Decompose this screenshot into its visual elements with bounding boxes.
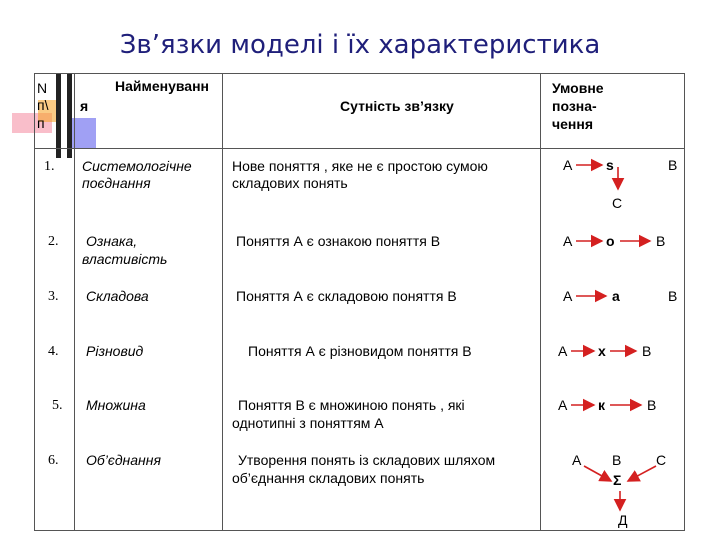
row6-essence-line2: об’єднання складових понять [232,470,425,486]
row1-essence-line1: Нове поняття , яке не є простою сумою [232,158,488,174]
header-num-line3: п [37,115,45,131]
row2-symbol-b: В [656,233,666,249]
row3-symbol-op: а [612,288,620,304]
row5-num: 5. [52,398,63,413]
row3-symbol-b: В [668,288,678,304]
row3-symbol-a: А [563,288,573,304]
header-name-line2: я [80,98,89,114]
row6-num: 6. [48,453,59,468]
row3-num: 3. [48,289,59,304]
row4-essence: Поняття А є різновидом поняття В [248,343,472,359]
row4-symbol-op: х [598,343,606,359]
row6-arrow-a-sigma [584,466,611,481]
row1-name-line1: Системологічне [82,158,192,174]
row6-symbol-a: А [572,452,582,468]
row5-essence-line1: Поняття В є множиною понять , які [238,397,465,413]
row3-name: Складова [86,288,149,304]
row2-symbol-a: А [563,233,573,249]
row1-symbol-op: s [606,157,614,173]
header-symbol-line1: Умовне [552,80,604,96]
row5-name: Множина [86,397,146,413]
row4-symbol-b: В [642,343,652,359]
row6-essence-line1: Утворення понять із складових шляхом [238,452,496,468]
row6-symbol-b: В [612,452,622,468]
header-essence: Сутність зв’язку [340,98,454,114]
row2-symbol-op: о [606,233,615,249]
row1-symbol-c: С [612,195,623,211]
row5-symbol-b: В [647,397,657,413]
row6-symbol-d: Д [618,512,628,528]
row6-arrow-c-sigma [628,466,656,481]
row2-num: 2. [48,234,59,249]
header-name-line1: Найменуванн [115,78,210,94]
row6-symbol-op: Σ [613,472,622,488]
row1-num: 1. [44,159,55,174]
row5-symbol-op: к [598,397,606,413]
row4-name: Різновид [86,343,144,359]
row2-name-line1: Ознака, [86,233,138,249]
header-num-line2: п\ [37,97,49,113]
row2-name-line2: властивість [82,251,168,267]
row5-symbol-a: А [558,397,568,413]
header-num-line1: N [37,80,48,96]
row1-essence-line2: складових понять [232,175,348,191]
row3-essence: Поняття А є складовою поняття В [236,288,457,304]
row4-num: 4. [48,344,59,359]
row4-symbol-a: А [558,343,568,359]
row5-essence-line2: однотипні з поняттям А [232,415,384,431]
row1-symbol-a: А [563,157,573,173]
row1-symbol-b: В [668,157,678,173]
row6-name: Об’єднання [86,452,161,468]
row1-name-line2: поєднання [82,175,151,191]
header-symbol-line2: позна- [552,98,597,114]
page-title: Зв’язки моделі і їх характеристика [119,30,601,60]
row2-essence: Поняття А є ознакою поняття В [236,233,441,249]
header-symbol-line3: чення [552,116,593,132]
row6-symbol-c: С [656,452,667,468]
